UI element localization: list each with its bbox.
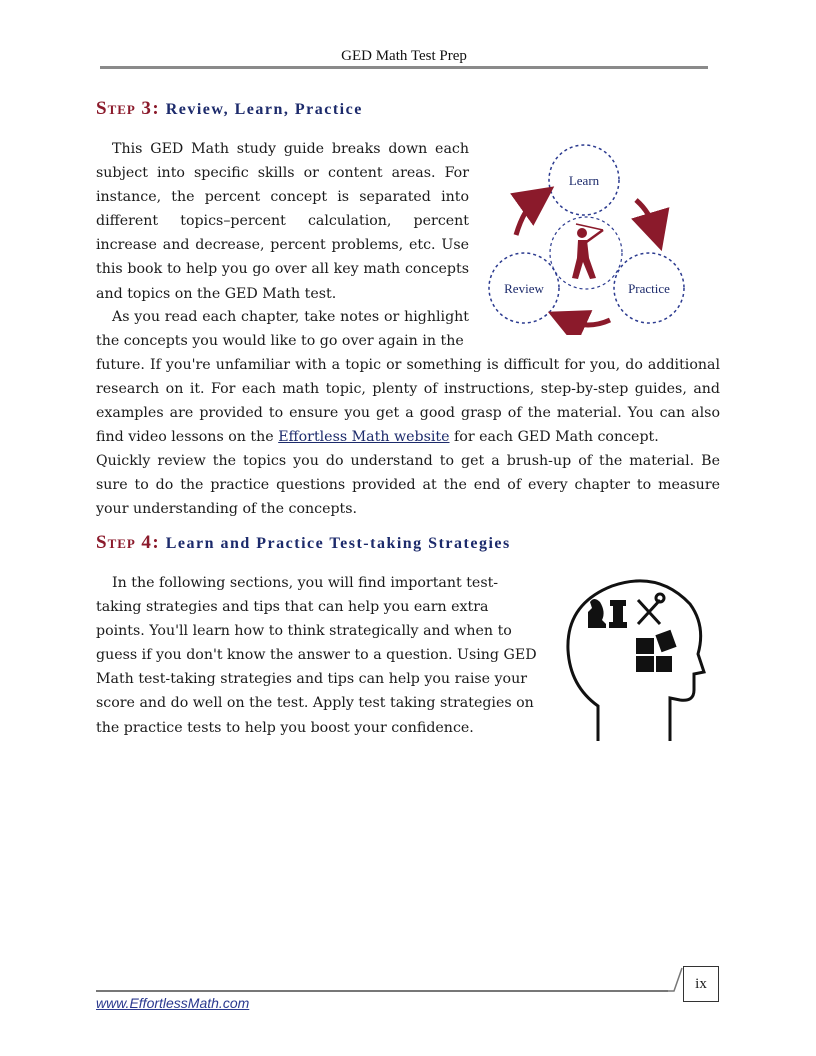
strategy-head-illustration: [560, 574, 710, 744]
golfer-icon: [572, 224, 603, 279]
head-outline-icon: [568, 581, 704, 741]
step3-p3-text: Quickly review the topics you do understand to get a brush-up of the material. Be sure to do the practice questions provided at the end of every chapter to measure your understanding of the concepts.: [96, 453, 720, 518]
practice-label: Practice: [628, 281, 670, 296]
arrow-review-to-learn-icon: [516, 198, 538, 235]
step3-paragraph-2-rest: [96, 353, 720, 449]
step4-title: Learn and Practice Test-taking Strategies: [160, 535, 511, 552]
step3-paragraph-2-lead: [96, 305, 469, 353]
running-head: GED Math Test Prep: [341, 48, 467, 64]
step3-title: Review, Learn, Practice: [160, 101, 363, 118]
step4-p1-text: In the following sections, you will find important test-taking strategies and tips that can help you earn extra points. You'll learn how to think strategically and when to guess if you don't know the answer to a question. Using GED Math test-taking strategies and tips can help you raise your score and do well on the test. Apply test taking strategies on the practice tests to help you boost your confidence.: [96, 575, 537, 736]
step3-heading: [96, 98, 363, 120]
step3-paragraph-3: [96, 449, 720, 521]
step3-p1-text: This GED Math study guide breaks down each subject into specific skills or content areas. For instance, the percent concept is separated into different topics–percent calculation, percent increase and decrease, percent problems, etc. Use this book to help you go over all key math concepts and topics on the GED Math test.: [96, 141, 469, 302]
tools-icon: [638, 594, 664, 624]
footer-website-link[interactable]: www.EffortlessMath.com: [96, 995, 250, 1011]
effortless-math-link[interactable]: Effortless Math website: [278, 429, 450, 446]
review-label: Review: [504, 281, 544, 296]
step4-paragraph-1: [96, 571, 541, 740]
footer-rule: [96, 990, 668, 992]
arrow-practice-to-review-icon: [566, 320, 610, 325]
step4-colon: :: [152, 532, 161, 553]
step4-word: Step: [96, 532, 136, 553]
step3-p2-lead: As you read each chapter, take notes or highlight the concepts you would like to go over again in the: [96, 309, 469, 350]
step3-p2-rest: future. If you're unfamiliar with a topic or something is difficult for you, do additional research on it. For each math topic, plenty of instructions, step-by-step guides, and examples are provided to ensure you get a good grasp of the material. You can also find video lessons on the: [96, 357, 720, 446]
step3-word: Step: [96, 98, 136, 119]
chess-pieces-icon: [588, 599, 627, 628]
step3-colon: :: [152, 98, 161, 119]
step4-heading: [96, 532, 511, 554]
header-rule: [100, 66, 708, 69]
step3-p2-after-link: for each GED Math concept.: [454, 429, 659, 446]
learn-label: Learn: [568, 173, 600, 188]
step4-number: 4: [141, 532, 153, 553]
arrow-learn-to-practice-icon: [636, 200, 656, 232]
review-learn-practice-cycle: [486, 140, 696, 335]
page-number: ix: [683, 966, 719, 1002]
step3-number: 3: [141, 98, 153, 119]
puzzle-pieces-icon: [636, 630, 677, 672]
step3-paragraph-1: [96, 137, 469, 306]
